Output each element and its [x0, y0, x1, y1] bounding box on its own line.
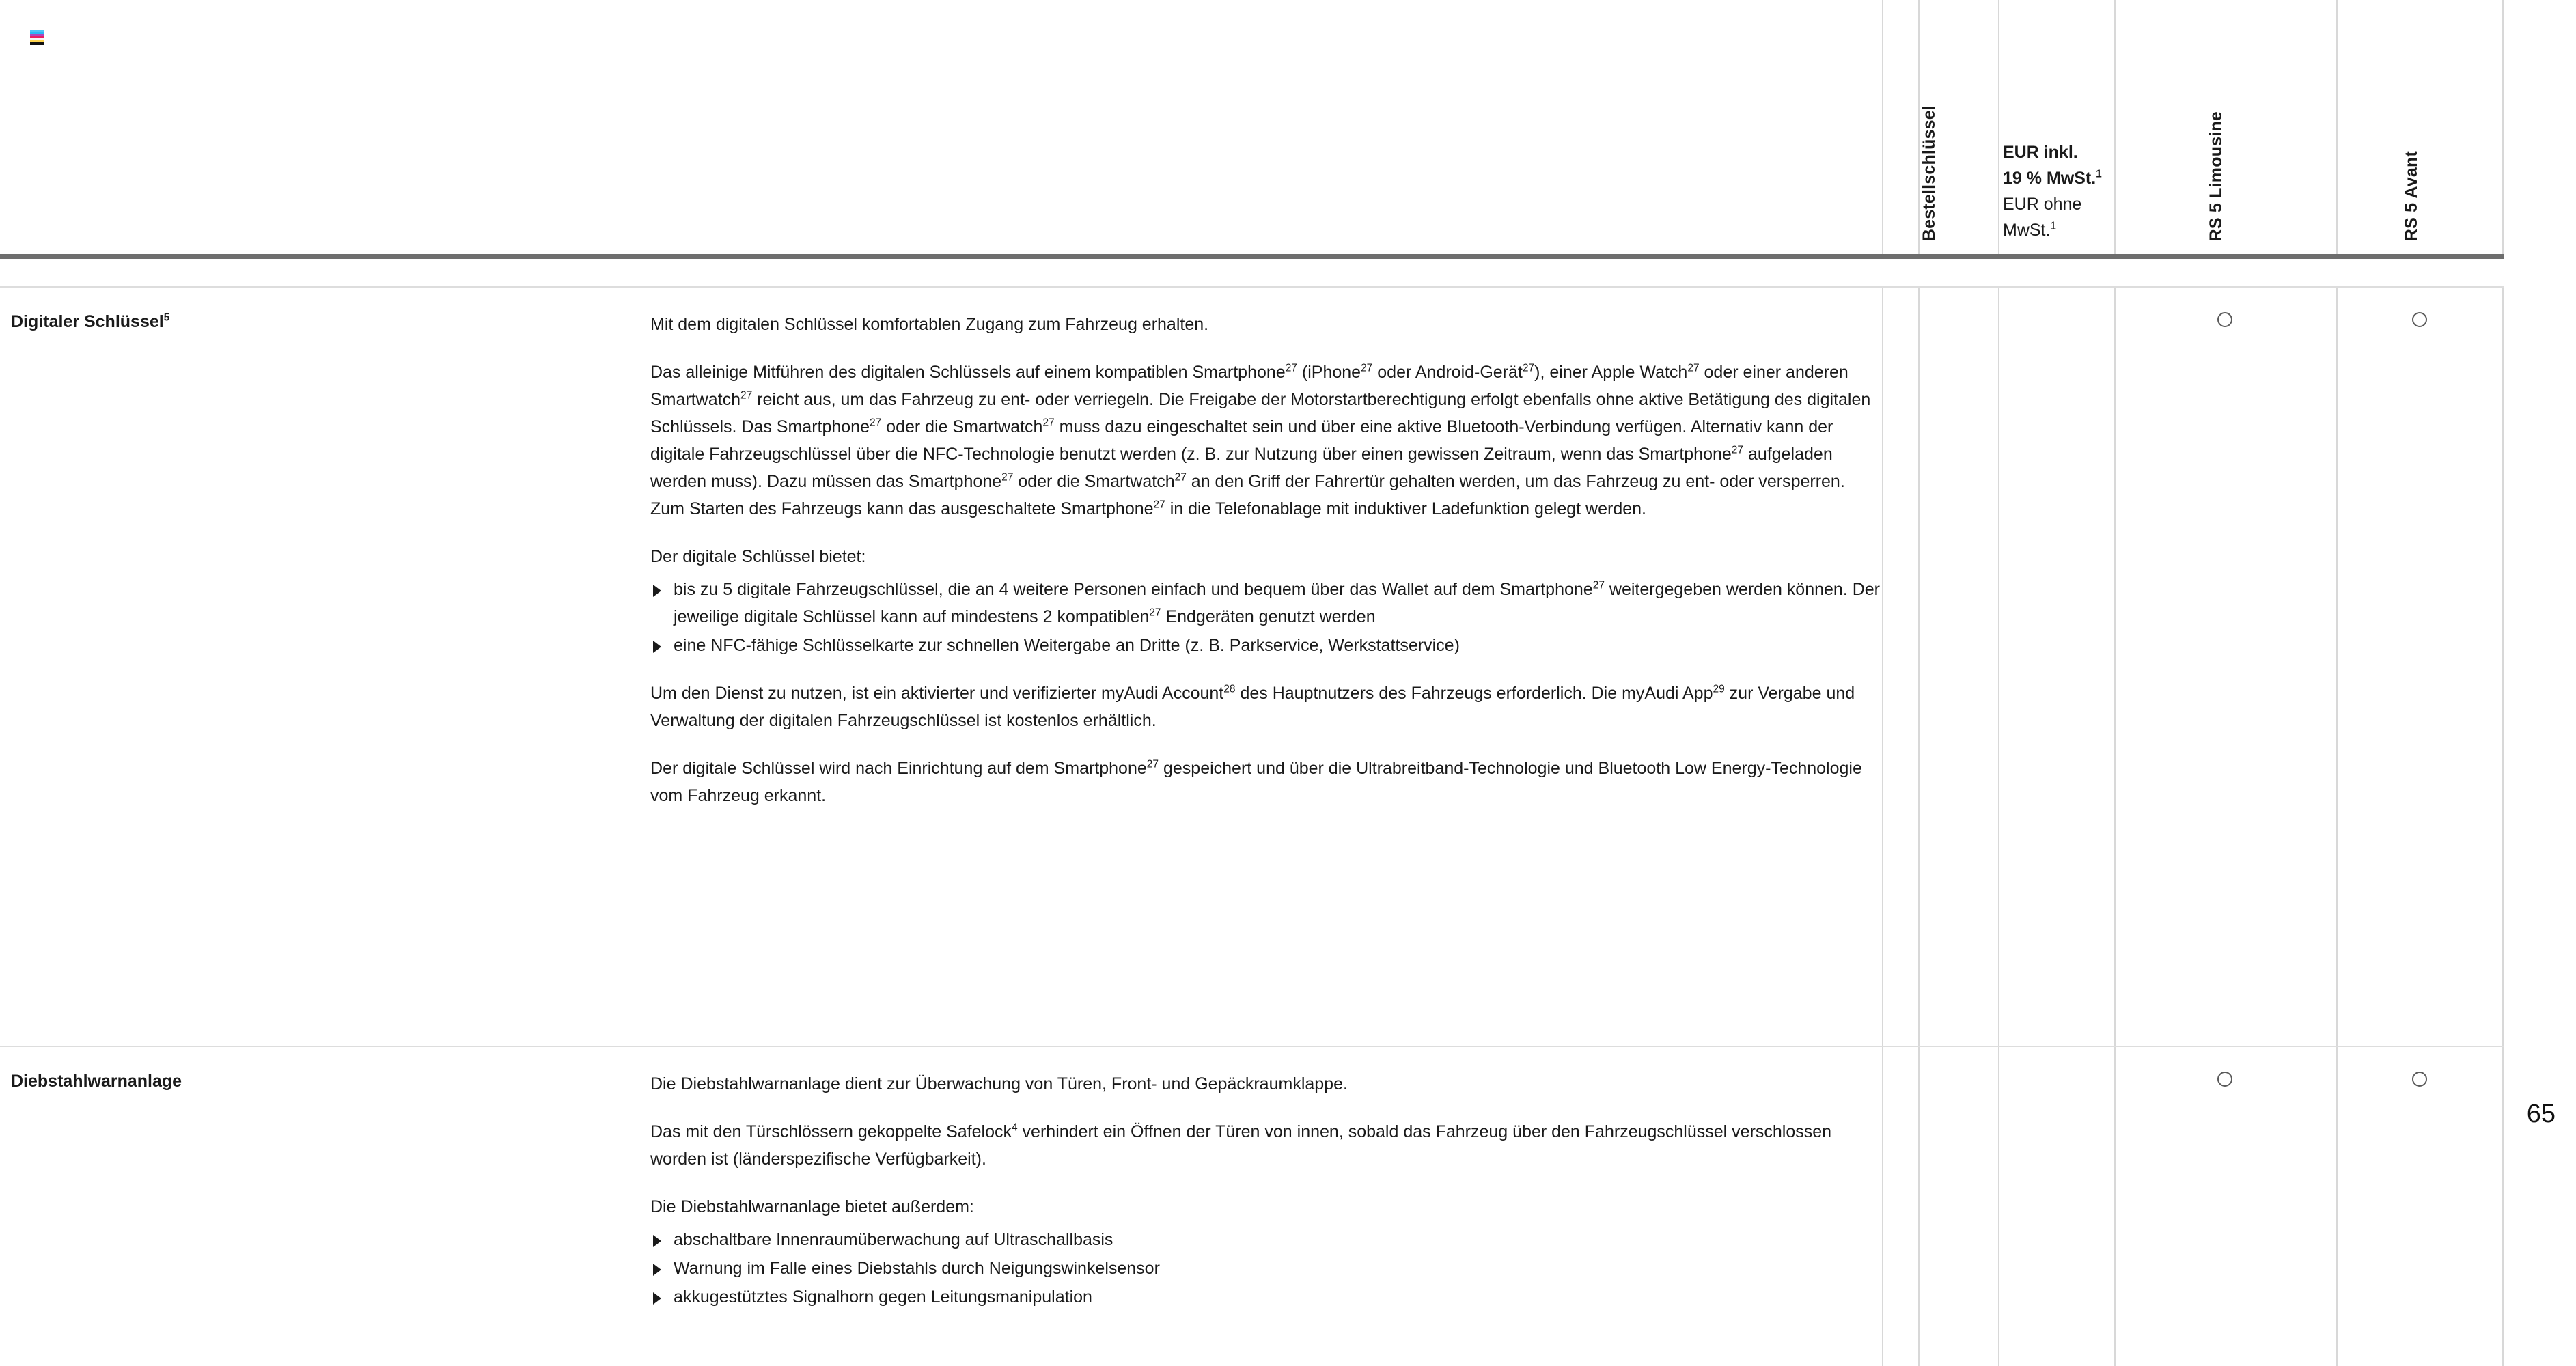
description-paragraph: Das alleinige Mitführen des digitalen Schlüssels auf einem kompatiblen Smartphone$^{27}$ (iPhone$^{27}$ oder Android-Gerät$^{27}$), einer Apple Watch$^{27}$ oder einer anderen Smartwatch$^{27}$ reicht aus, um das Fahrzeug zu ent- oder verriegeln. Die Freigabe der Motorstartberechtigung erfolgt ebenfalls ohne aktive Betätigung des digitalen Schlüssels. Das Smartphone$^{27}$ oder die Smartwatch$^{27}$ muss dazu eingeschaltet sein und über eine aktive Bluetooth-Verbindung verfügen. Alternativ kann der digitale Fahrzeugschlüssel über die NFC-Technologie benutzt werden (z. B. zur Nutzung über einen gewissen Zeitraum, wenn das Smartphone$^{27}$ aufgeladen werden muss). Dazu müssen das Smartphone$^{27}$ oder die Smartwatch$^{27}$ an den Griff der Fahrertür gehalten werden, um das Fahrzeug zu ent- oder versperren. Zum Starten des Fahrzeugs kann das ausgeschaltete Smartphone$^{27}$ in die Telefonablage mit induktiver Ladefunktion gelegt werden. [650, 362, 1871, 518]
column-header-price [2003, 139, 2112, 243]
column-rule [1998, 288, 1999, 1046]
price-header-line2: 19 % MwSt.$^1$ [2003, 168, 2102, 188]
description-paragraph: Mit dem digitalen Schlüssel komfortablen Zugang zum Fahrzeug erhalten. [650, 315, 1209, 334]
description-paragraph: Die Diebstahlwarnanlage dient zur Überwachung von Türen, Front- und Gepäckraumklappe. [650, 1074, 1348, 1093]
description-paragraph: Der digitale Schlüssel wird nach Einrichtung auf dem Smartphone$^{27}$ gespeichert und über die Ultrabreitband-Technologie und Bluetooth Low Energy-Technologie vom Fahrzeug erkannt. [650, 758, 1862, 805]
table-row [0, 1047, 2504, 1366]
list-item: abschaltbare Innenraumüberwachung auf Ultraschallbasis [650, 1226, 1880, 1253]
column-rule [1918, 288, 1920, 1046]
column-rule [2114, 288, 2116, 1046]
price-header-line1: EUR inkl. [2003, 143, 2078, 162]
list-item: bis zu 5 digitale Fahrzeugschlüssel, die an 4 weitere Personen einfach und bequem über das Wallet auf dem Smartphone$^{27}$ weitergegeben werden können. Der jeweilige digitale Schlüssel kann auf mindestens 2 kompatiblen$^{27}$ Endgeräten genutzt werden [650, 576, 1880, 630]
column-header-bestellschluessel-label: Bestellschlüssel [1920, 104, 1939, 241]
column-rule [2336, 1047, 2338, 1366]
list-item: akkugestütztes Signalhorn gegen Leitungsmanipulation [650, 1283, 1880, 1311]
availability-marker-rs5-limousine [2217, 1072, 2232, 1087]
table-row [0, 288, 2504, 1046]
availability-marker-rs5-limousine [2217, 312, 2232, 327]
column-rule [2336, 0, 2338, 257]
bullet-triangle-icon [653, 641, 661, 653]
column-rule [2114, 0, 2116, 257]
equipment-name [11, 1070, 626, 1093]
column-header-rs5-limousine-label: RS 5 Limousine [2206, 111, 2226, 241]
column-rule [2502, 0, 2504, 257]
availability-marker-rs5-avant [2412, 1072, 2427, 1087]
bullet-triangle-icon [653, 585, 661, 597]
column-rule [2114, 1047, 2116, 1366]
column-rule [1882, 0, 1883, 257]
column-rule [2336, 288, 2338, 1046]
equipment-name [11, 311, 626, 333]
column-header-rs5-avant-label: RS 5 Avant [2402, 150, 2421, 241]
equipment-name-text: Digitaler Schlüssel [11, 312, 164, 331]
equipment-name-footnote: 5 [163, 311, 170, 324]
description-bullet-list [650, 576, 1880, 659]
column-header-rs5-avant [2403, 151, 2420, 245]
equipment-description [650, 311, 1880, 809]
availability-marker-rs5-avant [2412, 312, 2427, 327]
price-header-line4: MwSt.$^1$ [2003, 220, 2057, 240]
equipment-name-text: Diebstahlwarnanlage [11, 1072, 182, 1091]
description-lead-in: Die Diebstahlwarnanlage bietet außerdem: [650, 1197, 974, 1216]
header-bottom-rule [0, 254, 2504, 259]
list-item: Warnung im Falle eines Diebstahls durch Neigungswinkelsensor [650, 1255, 1880, 1282]
equipment-description [650, 1070, 1880, 1312]
column-rule [1882, 288, 1883, 1046]
column-rule [1998, 1047, 1999, 1366]
description-paragraph: Das mit den Türschlössern gekoppelte Safelock$^4$ verhindert ein Öffnen der Türen von innen, sobald das Fahrzeug über den Fahrzeugschlüssel verschlossen worden ist (länderspezifische Verfügbarkeit). [650, 1121, 1832, 1169]
page-number: 65 [2526, 1100, 2556, 1128]
description-bullet-list [650, 1226, 1880, 1311]
table-header [0, 0, 2504, 257]
description-lead-in: Der digitale Schlüssel bietet: [650, 547, 866, 566]
column-header-rs5-limousine [2208, 111, 2225, 245]
column-rule [2502, 1047, 2504, 1366]
bullet-triangle-icon [653, 1292, 661, 1305]
bullet-triangle-icon [653, 1235, 661, 1247]
column-rule [2502, 288, 2504, 1046]
column-rule [1998, 0, 1999, 257]
bullet-triangle-icon [653, 1264, 661, 1276]
price-header-line3: EUR ohne [2003, 195, 2082, 214]
list-item: eine NFC-fähige Schlüsselkarte zur schnellen Weitergabe an Dritte (z. B. Parkservice, Werkstattservice) [650, 632, 1880, 659]
column-header-bestellschluessel [1921, 105, 1938, 245]
description-paragraph: Um den Dienst zu nutzen, ist ein aktivierter und verifizierter myAudi Account$^{28}$ des Hauptnutzers des Fahrzeugs erforderlich. Die myAudi App$^{29}$ zur Vergabe und Verwaltung der digitalen Fahrzeugschlüssel ist kostenlos erhältlich. [650, 683, 1855, 730]
column-rule [1918, 1047, 1920, 1366]
column-rule [1882, 1047, 1883, 1366]
